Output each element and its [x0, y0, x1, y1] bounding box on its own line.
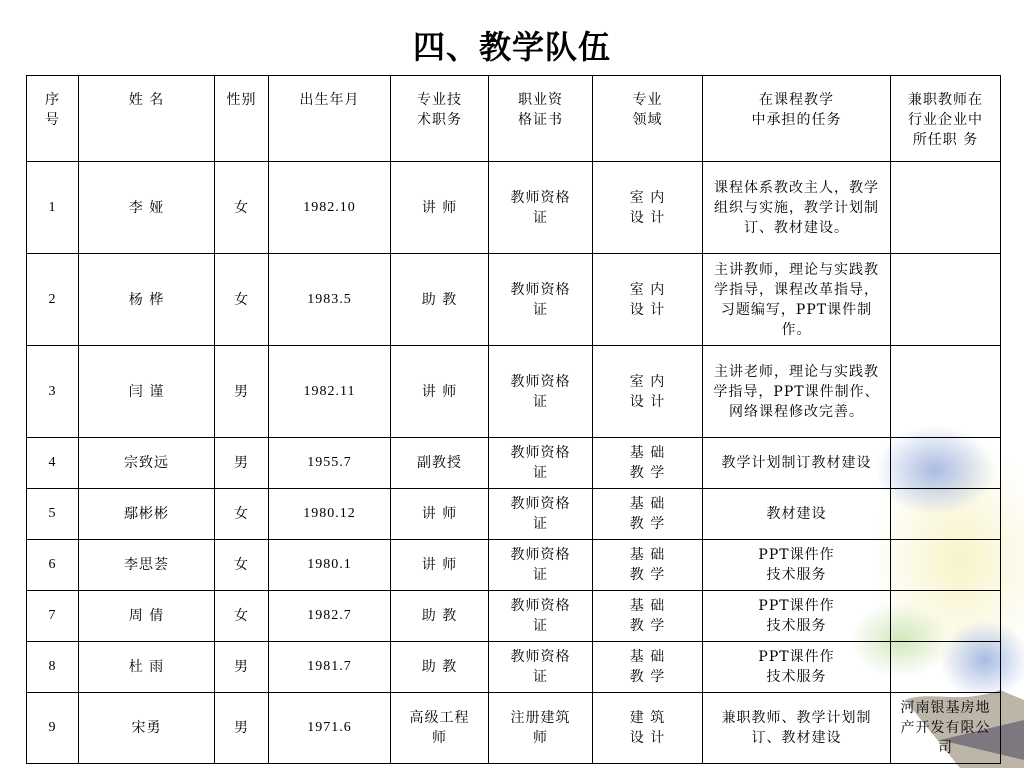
table-row: [27, 489, 1001, 540]
cell-task: PPT课件作 技术服务: [703, 540, 891, 591]
cell-rank: 助 教: [391, 591, 489, 642]
cell-gender: 女: [215, 591, 269, 642]
cell-field: 室 内 设 计: [593, 346, 703, 438]
table-header-row: [27, 76, 1001, 162]
cell-cert: 教师资格 证: [489, 540, 593, 591]
cell-parttime: [891, 540, 1001, 591]
cell-field: 基 础 教 学: [593, 438, 703, 489]
cell-gender: 男: [215, 693, 269, 764]
cell-task: 教学计划制订教材建设: [703, 438, 891, 489]
header-field: 专业 领域: [593, 76, 703, 162]
cell-no: 9: [27, 693, 79, 764]
cell-cert: 教师资格 证: [489, 254, 593, 346]
page-title: 四、教学队伍: [412, 28, 611, 66]
cell-birth: 1982.11: [269, 346, 391, 438]
cell-parttime: 河南银基房地产开发有限公司: [891, 693, 1001, 764]
table-row: [27, 642, 1001, 693]
cell-birth: 1980.1: [269, 540, 391, 591]
cell-birth: 1982.7: [269, 591, 391, 642]
cell-cert: 教师资格 证: [489, 162, 593, 254]
header-rank: 专业技 术职务: [391, 76, 489, 162]
table-row: [27, 254, 1001, 346]
table-row: [27, 438, 1001, 489]
cell-field: 室 内 设 计: [593, 162, 703, 254]
cell-field: 室 内 设 计: [593, 254, 703, 346]
header-parttime: 兼职教师在 行业企业中 所任职 务: [891, 76, 1001, 162]
cell-gender: 男: [215, 438, 269, 489]
table-row: [27, 346, 1001, 438]
table-row: [27, 162, 1001, 254]
cell-task: 教材建设: [703, 489, 891, 540]
cell-parttime: [891, 346, 1001, 438]
cell-no: 6: [27, 540, 79, 591]
cell-cert: 教师资格 证: [489, 346, 593, 438]
header-cert: 职业资 格证书: [489, 76, 593, 162]
cell-cert: 教师资格 证: [489, 642, 593, 693]
cell-rank: 讲 师: [391, 346, 489, 438]
cell-birth: 1971.6: [269, 693, 391, 764]
cell-name: 宗致远: [79, 438, 215, 489]
cell-no: 5: [27, 489, 79, 540]
cell-no: 4: [27, 438, 79, 489]
header-gender: 性别: [215, 76, 269, 162]
cell-rank: 副教授: [391, 438, 489, 489]
cell-no: 1: [27, 162, 79, 254]
cell-gender: 男: [215, 346, 269, 438]
cell-no: 3: [27, 346, 79, 438]
cell-name: 李 娅: [79, 162, 215, 254]
cell-rank: 助 教: [391, 642, 489, 693]
header-birth: 出生年月: [269, 76, 391, 162]
cell-cert: 注册建筑 师: [489, 693, 593, 764]
cell-task: 主讲教师，理论与实践教学指导，课程改革指导，习题编写，PPT课件制作。: [703, 254, 891, 346]
table-row: [27, 693, 1001, 764]
header-no: 序 号: [27, 76, 79, 162]
cell-task: 主讲老师，理论与实践教学指导，PPT课件制作、网络课程修改完善。: [703, 346, 891, 438]
cell-name: 鄢彬彬: [79, 489, 215, 540]
cell-gender: 女: [215, 540, 269, 591]
cell-birth: 1955.7: [269, 438, 391, 489]
cell-no: 2: [27, 254, 79, 346]
cell-parttime: [891, 489, 1001, 540]
cell-field: 基 础 教 学: [593, 540, 703, 591]
table-row: [27, 591, 1001, 642]
cell-birth: 1983.5: [269, 254, 391, 346]
cell-gender: 女: [215, 254, 269, 346]
cell-parttime: [891, 254, 1001, 346]
header-name: 姓 名: [79, 76, 215, 162]
cell-birth: 1981.7: [269, 642, 391, 693]
cell-cert: 教师资格 证: [489, 591, 593, 642]
cell-birth: 1982.10: [269, 162, 391, 254]
cell-task: PPT课件作 技术服务: [703, 591, 891, 642]
cell-name: 宋勇: [79, 693, 215, 764]
cell-field: 基 础 教 学: [593, 489, 703, 540]
cell-rank: 讲 师: [391, 489, 489, 540]
cell-task: 兼职教师、教学计划制订、教材建设: [703, 693, 891, 764]
cell-parttime: [891, 438, 1001, 489]
cell-name: 闫 谨: [79, 346, 215, 438]
cell-name: 杜 雨: [79, 642, 215, 693]
cell-gender: 女: [215, 162, 269, 254]
cell-gender: 男: [215, 642, 269, 693]
cell-cert: 教师资格 证: [489, 438, 593, 489]
cell-rank: 助 教: [391, 254, 489, 346]
cell-field: 建 筑 设 计: [593, 693, 703, 764]
cell-parttime: [891, 642, 1001, 693]
cell-task: 课程体系教改主人，教学组织与实施，教学计划制订、教材建设。: [703, 162, 891, 254]
cell-gender: 女: [215, 489, 269, 540]
cell-field: 基 础 教 学: [593, 591, 703, 642]
table-row: [27, 540, 1001, 591]
cell-birth: 1980.12: [269, 489, 391, 540]
cell-parttime: [891, 162, 1001, 254]
cell-name: 杨 桦: [79, 254, 215, 346]
cell-field: 基 础 教 学: [593, 642, 703, 693]
cell-cert: 教师资格 证: [489, 489, 593, 540]
cell-parttime: [891, 591, 1001, 642]
cell-rank: 高级工程 师: [391, 693, 489, 764]
cell-name: 周 倩: [79, 591, 215, 642]
header-task: 在课程教学 中承担的任务: [703, 76, 891, 162]
cell-name: 李思荟: [79, 540, 215, 591]
cell-rank: 讲 师: [391, 540, 489, 591]
cell-no: 8: [27, 642, 79, 693]
cell-rank: 讲 师: [391, 162, 489, 254]
staff-table: [26, 75, 1001, 764]
cell-task: PPT课件作 技术服务: [703, 642, 891, 693]
cell-no: 7: [27, 591, 79, 642]
